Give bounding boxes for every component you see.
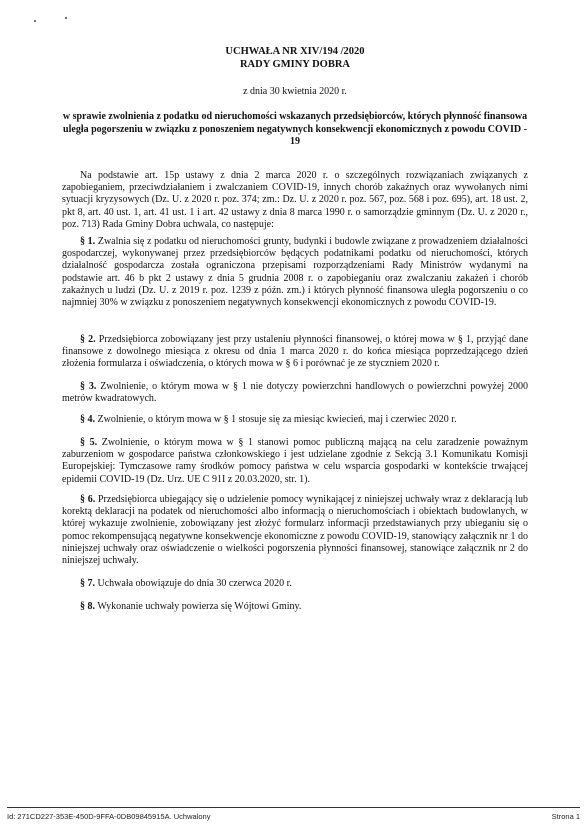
section-text: Zwolnienie, o którym mowa w § 1 stosuje się za miesiąc kwiecień, maj i czerwiec 2020 r. (97, 414, 457, 425)
resolution-title: UCHWAŁA NR XIV/194 /2020 RADY GMINY DOBRA (225, 46, 365, 70)
scan-mark (34, 20, 36, 22)
resolution-subject: w sprawie zwolnienia z podatku od nieruchomości wskazanych przedsiębiorców, których płynność finansowa uległa pogorszeniu w związku z ponoszeniem negatywnych konsekwencji ekonomicznych z powodu COVID - 19 (62, 111, 528, 148)
section-text: Przedsiębiorca ubiegający się o udzielenie pomocy wynikającej z niniejszej uchwały wraz z deklaracją lub korektą deklaracji na podatek od nieruchomości albo informacją o nieruchomościach i obiektach budowlanych, w której wykazuje zwolnienie, zobowiązany jest złożyć formularz informacji przedstawianych przy ubieganiu się o pomoc rekompensującą negatywne konsekwencje ekonomiczne z powodu COVID-19, stanowiący załącznik nr 1 do niniejszej uchwały oraz oświadczenie o wielkości pogorszenia płynności finansowej, stanowiące załącznik nr 2 do niniejszej uchwały. (62, 494, 528, 567)
section-8 (62, 601, 528, 613)
section-3 (62, 381, 528, 405)
section-label: § 1. (80, 236, 96, 247)
section-7 (62, 578, 528, 590)
section-2 (62, 334, 528, 371)
section-label: § 4. (80, 414, 95, 425)
section-1 (62, 236, 528, 309)
section-text: Wykonanie uchwały powierza się Wójtowi Gminy. (97, 601, 302, 612)
section-text: Zwolnienie, o którym mowa w § 1 stanowi pomoc publiczną mającą na celu zaradzenie poważnym zaburzeniom w gospodarce państwa członkowskiego i jest udzielane zgodnie z Sekcją 3.1 Komunikatu Komisji Europejskiej: Tymczasowe ramy środków pomocy państwa w celu wsparcia gospodarki w kontekście trwającej epidemii COVID-19 (Dz. Urz. UE C 91I z 20.03.2020, str. 1). (62, 437, 529, 485)
section-text: Uchwała obowiązuje do dnia 30 czerwca 2020 r. (97, 578, 292, 589)
section-text: Przedsiębiorca zobowiązany jest przy ustaleniu płynności finansowej, o której mowa w § 1, przyjąć dane finansowe z dowolnego miesiąca z okresu od dnia 1 marca 2020 r. do końca miesiąca poprzedzającego dzień złożenia formularza i oświadczenia, o których mowa w § 6 i porównać je ze styczniem 2020 r. (62, 334, 529, 370)
section-label: § 8. (80, 601, 95, 612)
scan-mark (65, 17, 67, 19)
section-label: § 2. (80, 334, 96, 345)
page-footer (7, 807, 580, 821)
preamble: Na podstawie art. 15p ustawy z dnia 2 marca 2020 r. o szczególnych rozwiązaniach związanych z zapobieganiem, przeciwdziałaniem i zwalczaniem COVID-19, innych chorób zakaźnych oraz wywołanych nimi sytuacji kryzysowych (Dz. U. z 2020 r. poz. 374; zm.: Dz. U. z 2020 r. poz. 567, poz. 568 i poz. 695), art. 18 ust. 2, pkt 8, art. 40 ust. 1, art. 41 ust. 1 i art. 42 ustawy z dnia 8 marca 1990 r. o samorządzie gminnym (Dz. U. z 2020 r., poz. 713) Rada Gminy Dobra uchwala, co następuje: (62, 170, 528, 230)
section-4 (62, 414, 528, 426)
section-label: § 3. (80, 381, 97, 392)
page-number: Strona 1 (551, 812, 580, 821)
section-text: Zwalnia się z podatku od nieruchomości grunty, budynki i budowle związane z prowadzeniem działalności gospodarczej, wykonywanej przez przedsiębiorców będących podatnikami podatku od nieruchomości, których działalność gospodarcza została ograniczona przepisami rozporządzeniami Rady Ministrów wydanymi na podstawie art. 46 b pkt 2 ustawy z dnia 5 grudnia 2008 r. o zapobieganiu oraz zwalczaniu zakażeń i chorób zakaźnych u ludzi (Dz. U. z 2019 r. poz. 1239 z późn. zm.) i których płynność finansowa uległa pogorszeniu o co najmniej 30% w związku z ponoszeniem negatywnych konsekwencji ekonomicznych z powodu COVID-19. (62, 236, 529, 309)
section-6 (62, 494, 528, 567)
section-label: § 6. (80, 494, 96, 505)
section-label: § 5. (80, 437, 98, 448)
section-label: § 7. (80, 578, 95, 589)
document-id: Id: 271CD227-353E-450D-9FFA-0DB09845915A. Uchwalony (7, 812, 211, 821)
resolution-date: z dnia 30 kwietnia 2020 r. (243, 86, 347, 97)
section-text: Zwolnienie, o którym mowa w § 1 nie dotyczy powierzchni handlowych o powierzchni powyżej 2000 metrów kwadratowych. (62, 381, 529, 405)
section-5 (62, 437, 528, 486)
